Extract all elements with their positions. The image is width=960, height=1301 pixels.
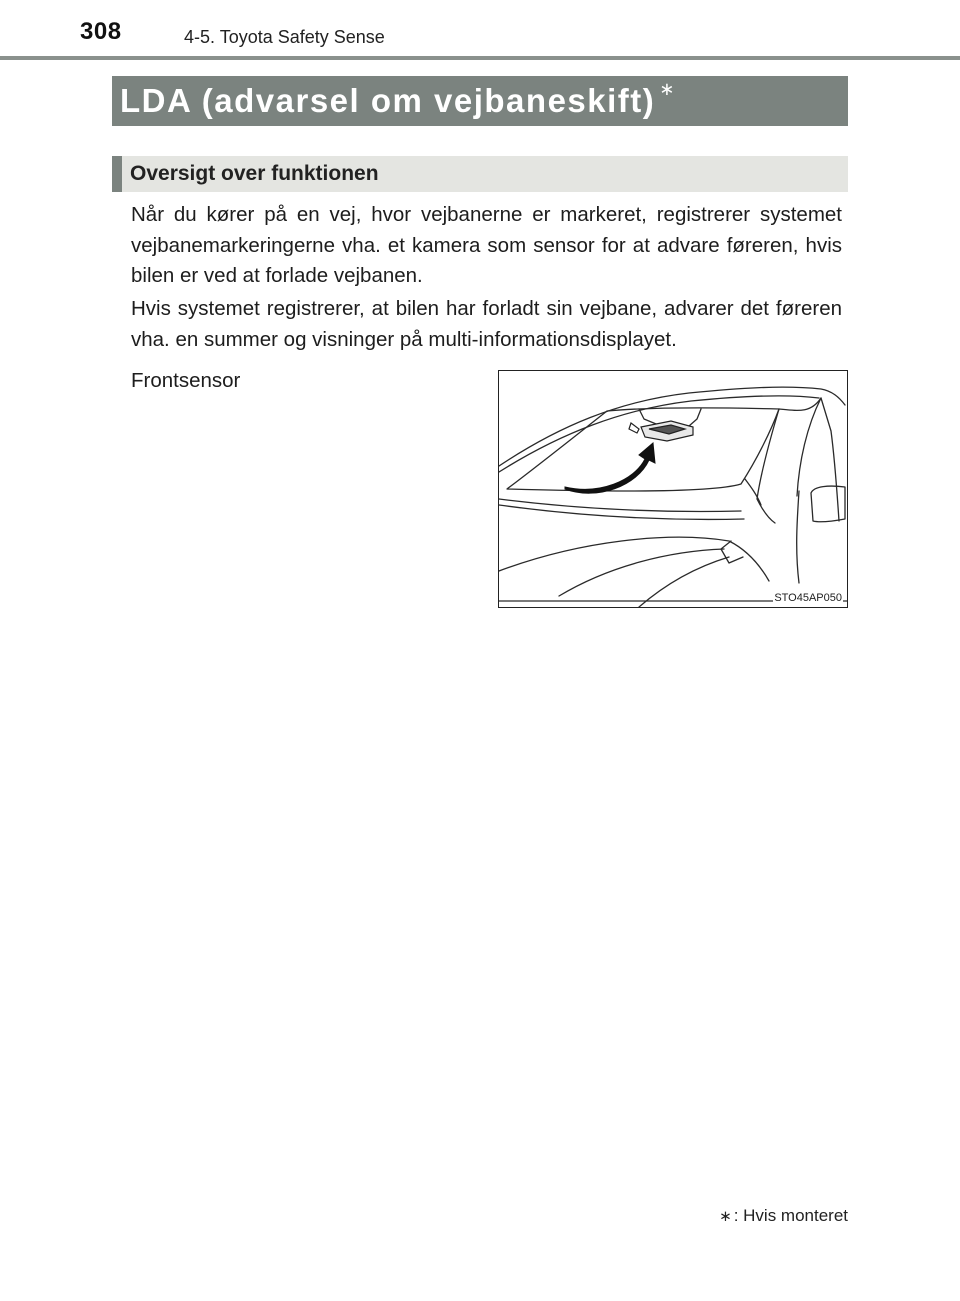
- windshield-front-sensor-illustration: [499, 371, 847, 607]
- title-asterisk-marker: ∗: [659, 78, 676, 99]
- page-title: [112, 76, 848, 126]
- footnote-text: : Hvis monteret: [733, 1206, 848, 1225]
- figure-caption: Frontsensor: [131, 369, 241, 392]
- header-divider: [0, 56, 960, 60]
- front-sensor-figure: [498, 370, 848, 608]
- page-number: 308: [80, 18, 122, 45]
- footnote: [719, 1206, 848, 1226]
- page-title-text: LDA (advarsel om vejbaneskift): [120, 82, 656, 119]
- figure-code: STO45AP050: [774, 592, 842, 604]
- footnote-asterisk-marker: ∗: [719, 1208, 732, 1225]
- paragraph-overview: Når du kører på en vej, hvor vejbanerne er markeret, registrerer systemet vejbanemarkeringerne vha. et kamera som sensor for at advare føreren, hvis bilen er ved at forlade vejbanen.: [131, 203, 842, 287]
- section-subheading: Oversigt over funktionen: [112, 156, 848, 192]
- section-label: 4-5. Toyota Safety Sense: [184, 27, 385, 47]
- paragraph-warning: Hvis systemet registrerer, at bilen har forladt sin vejbane, advarer det føreren vha. en summer og visninger på multi-informationsdisplayet.: [131, 297, 842, 351]
